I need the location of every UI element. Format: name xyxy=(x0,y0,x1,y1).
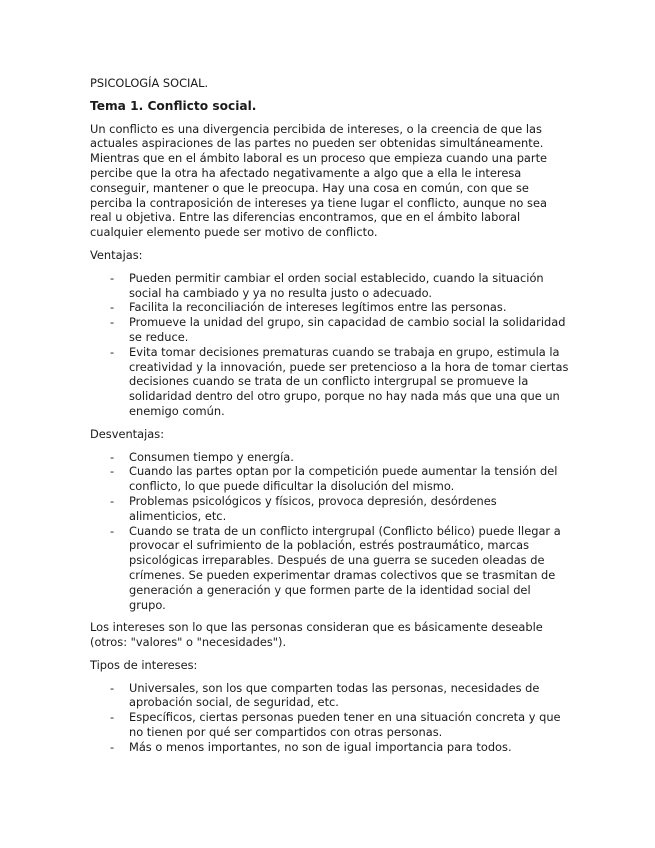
bullet-dash: - xyxy=(110,523,115,538)
interest-types-list xyxy=(90,681,570,755)
bullet-dash: - xyxy=(110,680,115,695)
list-item xyxy=(90,450,570,465)
advantages-list xyxy=(90,271,570,419)
bullet-dash: - xyxy=(110,739,115,754)
bullet-dash: - xyxy=(110,493,115,508)
list-item-text: Evita tomar decisiones prematuras cuando se trabaja en grupo, estimula la creatividad y la innovación, puede ser pretencioso a la hora de tomar ciertas decisiones cuando se trata de un conflicto intergrupal se promueve la solidaridad dentro del otro grupo, porque no hay nada más que una que un enemigo común. xyxy=(129,344,569,418)
list-item xyxy=(90,464,570,494)
list-item-text: Universales, son los que comparten todas las personas, necesidades de aprobación social, de seguridad, etc. xyxy=(129,680,540,710)
list-item xyxy=(90,740,570,755)
bullet-dash: - xyxy=(110,710,115,725)
bullet-dash: - xyxy=(110,449,115,464)
list-item xyxy=(90,345,570,419)
bullet-dash: - xyxy=(110,270,115,285)
list-item xyxy=(90,524,570,613)
interests-definition: Los intereses son lo que las personas consideran que es básicamente deseable (otros: "valores" o "necesidades"). xyxy=(90,620,543,650)
interest-types-heading: Tipos de intereses: xyxy=(90,657,198,672)
list-item-text: Cuando las partes optan por la competición puede aumentar la tensión del conflicto, lo que puede dificultar la disolución del mismo. xyxy=(129,464,558,494)
list-item-text: Pueden permitir cambiar el orden social establecido, cuando la situación social ha cambiado y ya no resulta justo o adecuado. xyxy=(129,270,544,300)
list-item xyxy=(90,681,570,711)
topic-heading: Tema 1. Conflicto social. xyxy=(90,98,257,113)
bullet-dash: - xyxy=(110,300,115,315)
list-item xyxy=(90,494,570,524)
document-body xyxy=(90,76,570,763)
list-item-text: Cuando se trata de un conflicto intergrupal (Conflicto bélico) puede llegar a provocar el sufrimiento de la población, estrés postraumático, marcas psicológicas irreparables. Después de una guerra se suceden oleadas de crímenes. Se pueden experimentar dramas colectivos que se trasmitan de generación a generación y que formen parte de la identidad social del grupo. xyxy=(129,523,561,612)
bullet-dash: - xyxy=(110,464,115,479)
intro-paragraph: Un conflicto es una divergencia percibida de intereses, o la creencia de que las actuales aspiraciones de las partes no pueden ser obtenidas simultáneamente. Mientras que en el ámbito laboral es un proceso que empieza cuando una parte percibe que la otra ha afectado negativamente a algo que a ella le interesa conseguir, mantener o que le preocupa. Hay una cosa en común, con que se perciba la contraposición de intereses ya tiene lugar el conflicto, aunque no sea real u objetiva. Entre las diferencias encontramos, que en el ámbito laboral cualquier elemento puede ser motivo de conflicto. xyxy=(90,121,548,240)
list-item-text: Promueve la unidad del grupo, sin capacidad de cambio social la solidaridad se reduce. xyxy=(129,315,566,344)
list-item xyxy=(90,271,570,301)
list-item-text: Problemas psicológicos y físicos, provoca depresión, desórdenes alimenticios, etc. xyxy=(129,493,497,523)
list-item xyxy=(90,300,570,315)
list-item xyxy=(90,710,570,740)
list-item-text: Consumen tiempo y energía. xyxy=(129,449,294,464)
list-item-text: Específicos, ciertas personas pueden tener en una situación concreta y que no tienen por qué ser compartidos con otras personas. xyxy=(129,710,561,740)
bullet-dash: - xyxy=(110,344,115,359)
bullet-dash: - xyxy=(110,315,115,330)
subject-title: PSICOLOGÍA SOCIAL. xyxy=(90,76,209,90)
list-item-text: Más o menos importantes, no son de igual importancia para todos. xyxy=(129,739,512,754)
disadvantages-heading: Desventajas: xyxy=(90,426,165,441)
disadvantages-list xyxy=(90,450,570,613)
advantages-heading: Ventajas: xyxy=(90,247,143,262)
list-item xyxy=(90,315,570,345)
list-item-text: Facilita la reconciliación de intereses legítimos entre las personas. xyxy=(129,300,507,315)
